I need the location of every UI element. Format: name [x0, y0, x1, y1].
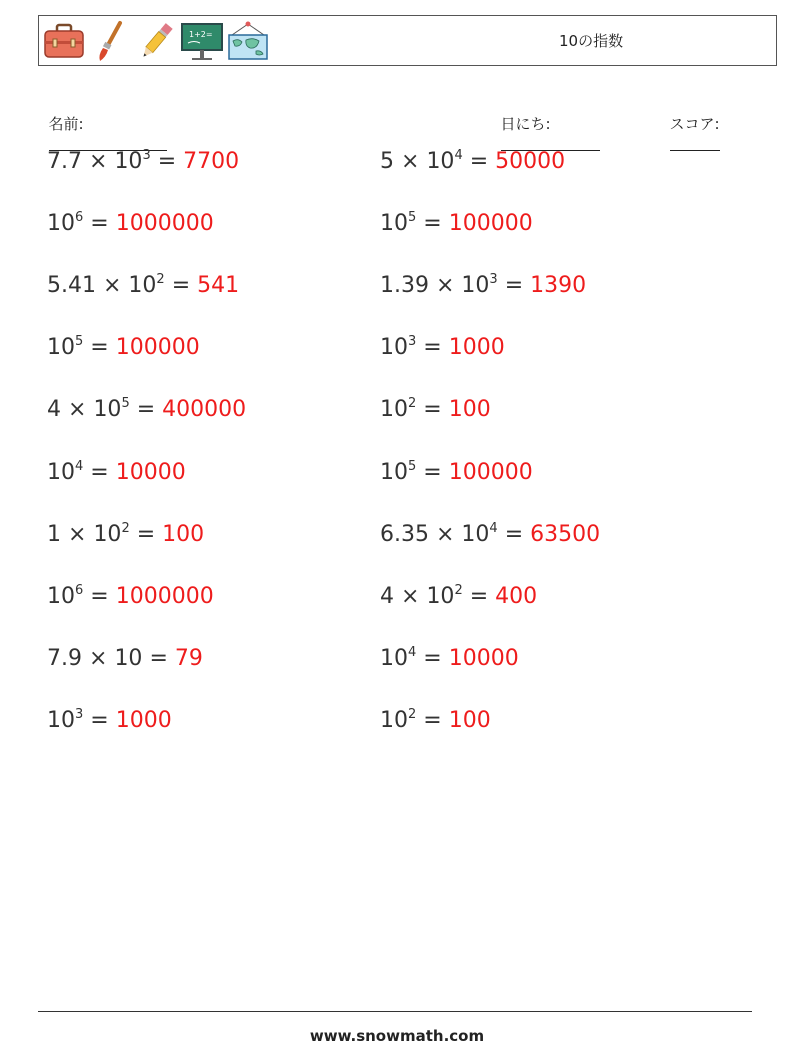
briefcase-icon	[42, 19, 86, 63]
problem-item	[47, 460, 186, 486]
times-sign: ×	[68, 521, 87, 547]
exponent: 5	[408, 458, 417, 474]
problem-item	[47, 522, 204, 548]
exponent: 6	[75, 582, 84, 598]
equals-sign: =	[136, 397, 156, 423]
problem-item	[380, 522, 600, 548]
answer-value: 100	[162, 521, 205, 547]
problem-item	[47, 646, 203, 672]
answer-value: 10000	[448, 645, 519, 671]
base-ten: 10	[128, 273, 157, 299]
coefficient: 4	[380, 583, 394, 609]
coefficient: 1	[47, 521, 61, 547]
coefficient: 5	[380, 149, 394, 174]
paintbrush-icon	[88, 19, 132, 63]
equals-sign: =	[171, 273, 191, 299]
equals-sign: =	[90, 583, 109, 609]
base-ten: 10	[380, 707, 408, 733]
answer-value: 100000	[448, 459, 533, 485]
footer-site: www.snowmath.com	[309, 1027, 485, 1045]
answer-value: 1000000	[115, 211, 214, 237]
answer-value: 10000	[115, 459, 186, 485]
equals-sign: =	[90, 211, 109, 237]
base-ten: 10	[380, 335, 408, 361]
base-ten: 10	[426, 149, 455, 174]
equals-sign: =	[423, 459, 442, 485]
answer-value: 100000	[448, 211, 533, 237]
base-ten: 10	[47, 459, 75, 485]
problem-item	[380, 211, 533, 237]
exponent: 2	[408, 396, 417, 412]
equals-sign: =	[423, 707, 442, 733]
times-sign: ×	[401, 583, 420, 609]
times-sign: ×	[89, 645, 108, 671]
coefficient: 7.9	[47, 645, 82, 671]
answer-value: 79	[174, 645, 203, 671]
problem-item	[380, 273, 586, 299]
exponent: 2	[121, 520, 130, 536]
problem-item	[47, 708, 172, 734]
equals-sign: =	[423, 645, 442, 671]
answer-value: 400000	[162, 397, 247, 423]
name-field	[39, 94, 167, 156]
exponent: 5	[408, 210, 417, 226]
base-ten: 10	[47, 707, 75, 733]
exponent: 2	[408, 706, 417, 722]
exponent: 4	[408, 644, 417, 660]
answer-value: 7700	[183, 149, 240, 174]
base-ten: 10	[47, 583, 75, 609]
date-label: 日にち:	[500, 115, 551, 133]
equals-sign: =	[469, 583, 489, 609]
worksheet-title: 10の指数	[559, 32, 624, 50]
base-ten: 10	[114, 645, 143, 671]
chalkboard-icon	[180, 19, 224, 63]
answer-value: 63500	[530, 521, 601, 547]
base-ten: 10	[114, 149, 143, 174]
worksheet-header	[38, 15, 777, 66]
exponent: 3	[75, 706, 84, 722]
map-board-icon	[226, 19, 270, 63]
problem-item	[380, 335, 505, 361]
exponent: 4	[75, 458, 84, 474]
exponent: 3	[408, 334, 417, 350]
header-icons	[42, 19, 272, 63]
times-sign: ×	[401, 149, 420, 174]
coefficient: 1.39	[380, 273, 429, 299]
equals-sign: =	[423, 397, 442, 423]
equals-sign: =	[157, 149, 177, 174]
pencil-icon	[134, 19, 178, 63]
exponent: 5	[121, 396, 130, 412]
score-label: スコア:	[669, 115, 720, 133]
exponent: 4	[489, 520, 498, 536]
answer-value: 1000	[448, 335, 505, 361]
answer-value: 541	[197, 273, 240, 299]
problem-item	[47, 335, 200, 361]
problem-item	[47, 273, 239, 299]
times-sign: ×	[435, 273, 455, 299]
answer-value: 400	[495, 583, 538, 609]
times-sign: ×	[102, 273, 122, 299]
base-ten: 10	[461, 273, 490, 299]
base-ten: 10	[380, 397, 408, 423]
footer-divider	[38, 1011, 752, 1012]
answer-value: 100	[448, 397, 491, 423]
problem-item	[380, 584, 537, 610]
answer-value: 1000000	[115, 583, 214, 609]
exponent: 6	[75, 210, 84, 226]
problem-item	[380, 646, 519, 672]
equals-sign: =	[90, 707, 109, 733]
equals-sign: =	[149, 645, 168, 671]
exponent: 4	[454, 148, 463, 163]
problem-item	[47, 211, 214, 237]
times-sign: ×	[435, 521, 455, 547]
equals-sign: =	[423, 335, 442, 361]
equals-sign: =	[504, 273, 524, 299]
coefficient: 6.35	[380, 521, 429, 547]
equals-sign: =	[90, 459, 109, 485]
times-sign: ×	[68, 397, 87, 423]
equals-sign: =	[423, 211, 442, 237]
times-sign: ×	[89, 149, 108, 174]
exponent: 3	[142, 148, 151, 163]
problem-item	[47, 584, 214, 610]
score-field	[660, 94, 720, 156]
problem-item	[47, 149, 239, 175]
coefficient: 7.7	[47, 149, 82, 174]
answer-value: 1390	[530, 273, 587, 299]
base-ten: 10	[461, 521, 490, 547]
answer-value: 50000	[495, 149, 566, 174]
exponent: 5	[75, 334, 84, 350]
score-blank-line[interactable]	[670, 134, 720, 151]
base-ten: 10	[380, 211, 408, 237]
equals-sign: =	[136, 521, 156, 547]
equals-sign: =	[469, 149, 489, 174]
date-field	[491, 94, 600, 156]
exponent: 2	[156, 272, 165, 288]
problem-item	[47, 397, 246, 423]
coefficient: 5.41	[47, 273, 96, 299]
base-ten: 10	[426, 583, 455, 609]
equals-sign: =	[504, 521, 524, 547]
answer-value: 100	[448, 707, 491, 733]
equals-sign: =	[90, 335, 109, 361]
exponent: 2	[454, 582, 463, 598]
problem-item	[380, 460, 533, 486]
problem-item	[380, 149, 565, 175]
base-ten: 10	[93, 397, 122, 423]
name-label: 名前:	[48, 115, 84, 133]
problem-item	[380, 397, 491, 423]
answer-value: 1000	[115, 707, 172, 733]
problem-item	[380, 708, 491, 734]
answer-value: 100000	[115, 335, 200, 361]
base-ten: 10	[93, 521, 122, 547]
base-ten: 10	[380, 459, 408, 485]
base-ten: 10	[47, 335, 75, 361]
exponent: 3	[489, 272, 498, 288]
svg-text:1+2=: 1+2=	[189, 30, 213, 39]
base-ten: 10	[47, 211, 75, 237]
coefficient: 4	[47, 397, 61, 423]
base-ten: 10	[380, 645, 408, 671]
